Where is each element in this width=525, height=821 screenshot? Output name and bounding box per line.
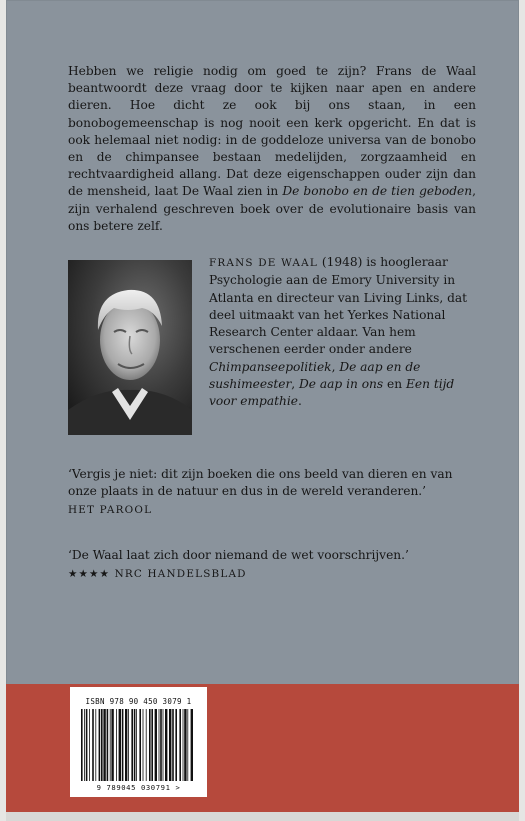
bio-text: (1948) is hoogleraar Psychologie aan de Emory University in Atlanta en directeur van Living Links, dat deel uitmaakt van het Yerkes National Research Center aldaar. Van hem verschenen eerder onder andere: [209, 255, 468, 357]
isbn-barcode: [70, 687, 207, 797]
blurb-text-2: , zijn verhalend geschreven boek over de evolutionaire basis van ons betere zelf.: [68, 184, 476, 233]
cover-bottom-edge: [6, 812, 519, 821]
blurb-text-1: Hebben we religie nodig om goed te zijn? Frans de Waal beantwoordt deze vraag door te kijken naar apen en andere dieren. Hoe dicht ze ook bij ons staan, in een bonobogemeenschap is nog nooit een kerk opgericht. En dat is ook helemaal niet nodig: in de goddeloze universa van de bonobo en de chimpansee bestaan medelijden, zorgzaamheid en rechtvaardigheid allang. Dat deze eigenschappen ouder zijn dan de mensheid, laat De Waal zien in: [68, 64, 476, 199]
quote-text: ‘Vergis je niet: dit zijn boeken die ons beeld van dieren en van onze plaats in de natuur en dus in de wereld veranderen.’: [68, 467, 453, 499]
barcode-digits: 9 789045 030791 >: [96, 783, 181, 792]
separator: en: [383, 377, 406, 392]
author-photo: [68, 260, 192, 435]
blurb-book-title: De bonobo en de tien geboden: [282, 184, 473, 199]
quote-source: ★★★★ NRC HANDELSBLAD: [68, 568, 247, 581]
separator: ,: [331, 359, 340, 374]
author-name: FRANS DE WAAL: [209, 257, 318, 269]
isbn-label: ISBN 978 90 450 3079 1: [85, 697, 192, 706]
quote-text: ‘De Waal laat zich door niemand de wet voorschrijven.’: [68, 548, 409, 562]
quote-source: HET PAROOL: [68, 504, 153, 517]
barcode-bars-icon: [80, 709, 197, 781]
review-quote-1: [68, 466, 476, 520]
blurb-paragraph: [68, 63, 476, 235]
review-quote-2: [68, 547, 476, 583]
author-bio: [209, 254, 474, 411]
separator: ,: [291, 377, 300, 392]
book-title-3: De aap in ons: [299, 377, 384, 392]
separator: .: [297, 394, 302, 409]
book-title-4: Een tijd voor empathie: [209, 377, 455, 409]
author-portrait-photo-icon: [68, 260, 192, 435]
book-back-cover: [6, 0, 519, 821]
book-title-1: Chimpanseepolitiek: [209, 359, 332, 374]
book-title-2: De aap en de sushimeester: [209, 359, 421, 392]
